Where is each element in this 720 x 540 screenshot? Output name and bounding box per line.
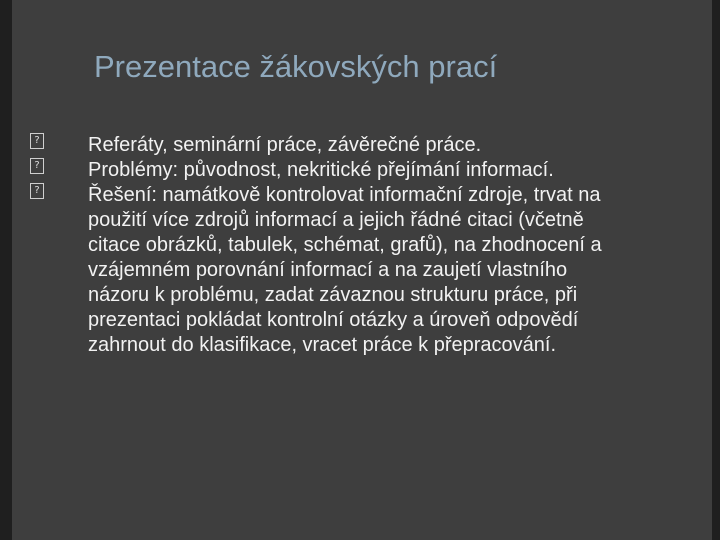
bullet-item: [34, 183, 628, 358]
missing-glyph-box-icon: ?: [30, 158, 44, 174]
slide: [12, 0, 712, 540]
bullet-list: [34, 133, 628, 358]
missing-glyph-box-icon: ?: [30, 183, 44, 199]
bullet-item: [34, 158, 628, 183]
missing-glyph-box-icon: ?: [30, 133, 44, 149]
bullet-item: [34, 133, 628, 158]
bullet-text: Problémy: původnost, nekritické přejímání informací.: [88, 159, 554, 181]
bullet-text: Řešení: namátkově kontrolovat informační zdroje, trvat na použití více zdrojů informací a jejich řádné citaci (včetně citace obrázků, tabulek, schémat, grafů), na zhodnocení a vzájemném porovnání informací a na zaujetí vlastního názoru k problému, zadat závaznou strukturu práce, při prezentaci pokládat kontrolní otázky a úroveň odpovědí zahrnout do klasifikace, vracet práce k přepracování.: [88, 184, 602, 356]
slide-title: Prezentace žákovských prací: [94, 49, 498, 84]
bullet-text: Referáty, seminární práce, závěrečné práce.: [88, 134, 482, 156]
